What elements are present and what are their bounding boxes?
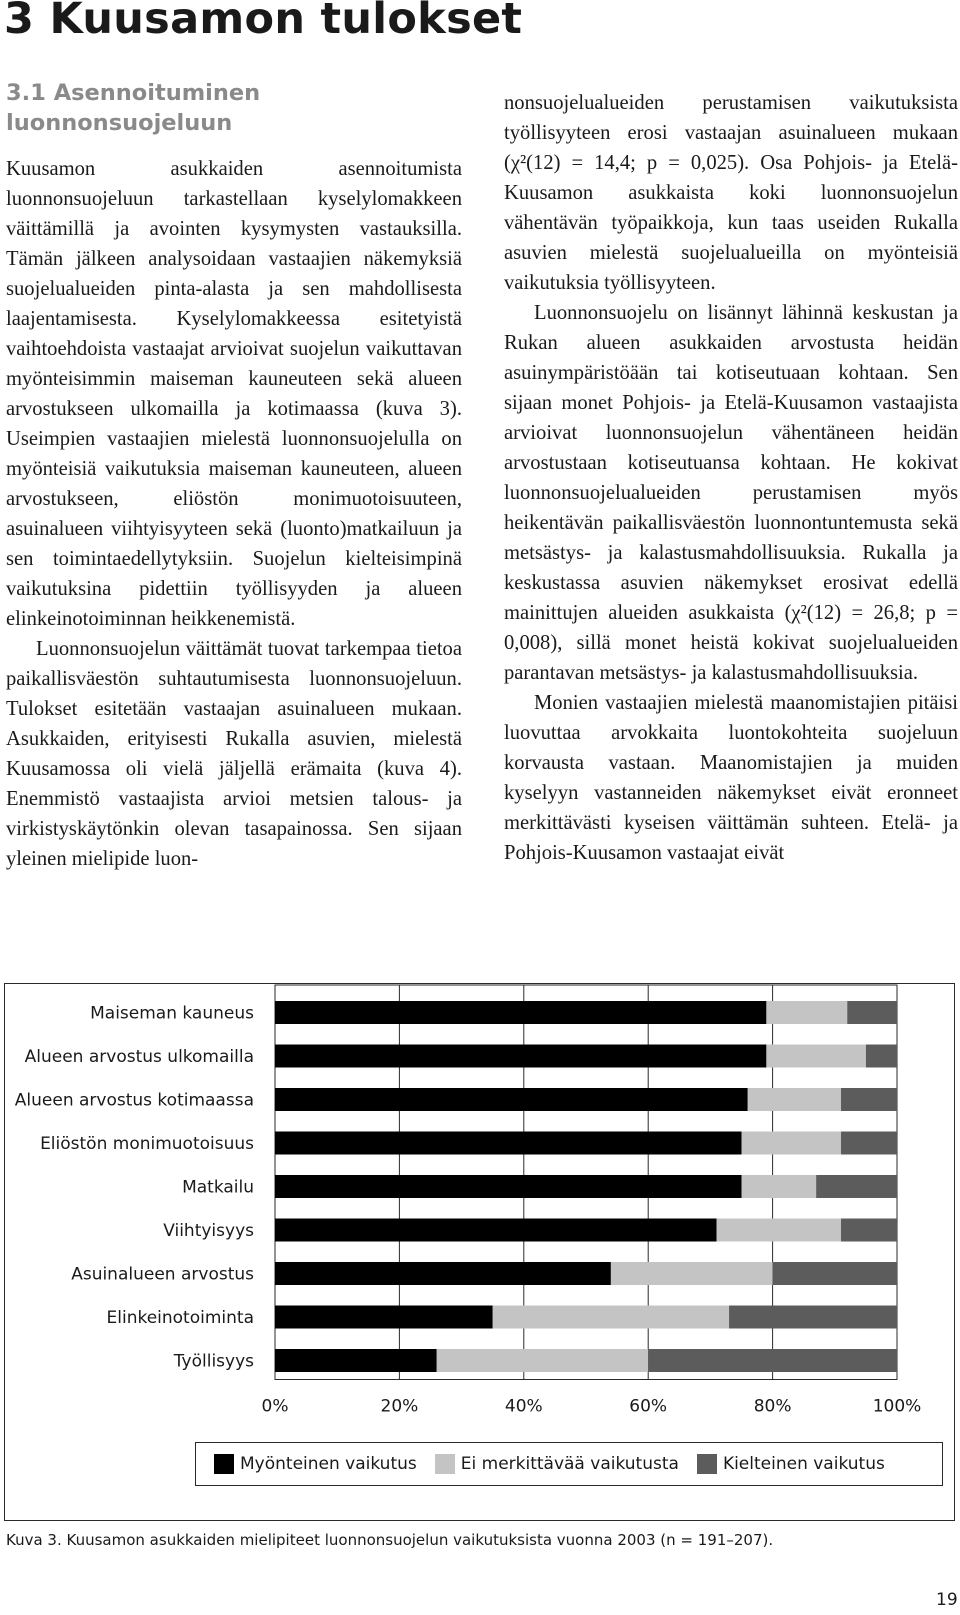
paragraph: Luonnonsuojelu on lisännyt lähinnä keskustan ja Rukan alueen asukkaiden arvostusta heidän asuinympäristöään tai kotiseutuaan kohtaan. Sen sijaan monet Pohjois- ja Etelä-Kuusamon vastaajista arvioivat luonnonsuojelun vähentäneen heidän arvostustaan kotiseutuansa kohtaan. He kokivat luonnonsuojelualueiden perustamisen myös heikentävän paikallisväestön luonnontuntemusta sekä metsästys- ja kalastusmahdollisuuksia. Rukalla ja keskustassa asuvien näkemykset erosivat edellä mainittujen alueiden asukkaista (χ²(12) = 26,8; p = 0,008), sillä monet heistä kokivat suojelualueiden parantavan metsästys- ja kalastusmahdollisuuksia. <box>504 302 958 684</box>
figure-caption: Kuva 3. Kuusamon asukkaiden mielipiteet luonnonsuojelun vaikutuksista vuonna 2003 (n = 191–207). <box>6 1531 774 1549</box>
legend-label-neutral: Ei merkittävää vaikutusta <box>460 1454 679 1474</box>
category-label: Asuinalueen arvostus <box>71 1264 254 1285</box>
category-label: Matkailu <box>182 1177 254 1198</box>
legend-item-negative <box>697 1454 885 1474</box>
chart-legend <box>195 1442 943 1486</box>
x-tick-label: 60% <box>629 1396 668 1417</box>
bar-segment-neutral <box>766 1045 866 1068</box>
bar-segment-positive <box>275 1175 742 1198</box>
legend-swatch-negative <box>697 1454 717 1474</box>
bar-segment-neutral <box>437 1349 648 1372</box>
paragraph: Kuusamon asukkaiden asennoitumista luonnonsuojeluun tarkastellaan kyselylomakkeen väittämillä ja avointen kysymysten vastauksilla. Tämän jälkeen analysoidaan vastaajien näkemyksiä suojelualueiden pinta-alasta ja sen mahdollisesta laajentamisesta. Kyselylomakkeessa esitetyistä vaihtoehdoista vastaajat arvioivat suojelun vaikuttavan myönteisimmin maiseman kauneuteen sekä alueen arvostukseen ulkomailla ja kotimaassa (kuva 3). Useimpien vastaajien mielestä luonnonsuojelulla on myönteisiä vaikutuksia maiseman kauneuteen, alueen arvostukseen, eliöstön monimuotoisuuteen, asuinalueen viihtyisyyteen sekä (luonto)matkailuun ja sen toimintaedellytyksiin. Suojelun kielteisimpinä vaikutuksina pidettiin työllisyyden ja alueen elinkeinotoiminnan heikkenemistä. <box>6 158 462 630</box>
category-label: Elinkeinotoiminta <box>106 1308 254 1328</box>
paragraph: Luonnonsuojelun väittämät tuovat tarkempaa tietoa paikallisväestön suhtautumisesta luonnonsuojeluun. Tulokset esitetään vastaajan asuinalueen mukaan. Asukkaiden, erityisesti Rukalla asuvien, mielestä Kuusamossa oli vielä jäljellä erämaita (kuva 4). Enemmistö vastaajista arvioi metsien talous- ja virkistyskäytönkin olevan tasapainossa. Sen sijaan yleinen mielipide luon- <box>6 638 462 870</box>
bar-segment-negative <box>648 1349 897 1372</box>
bar-segment-positive <box>275 1088 748 1111</box>
bar-segment-neutral <box>766 1001 847 1024</box>
bar-segment-neutral <box>742 1175 817 1198</box>
category-label: Eliöstön monimuotoisuus <box>40 1134 254 1154</box>
paragraph: Monien vastaajien mielestä maanomistajien pitäisi luovuttaa arvokkaita luontokohteita suojeluun korvausta vastaan. Maanomistajien ja muiden kyselyyn vastanneiden näkemykset eivät eronneet merkittävästi kyseisen väittämän suhteen. Etelä- ja Pohjois-Kuusamon vastaajat eivät <box>504 692 958 864</box>
legend-swatch-positive <box>214 1454 234 1474</box>
bar-segment-negative <box>841 1219 897 1242</box>
bar-segment-positive <box>275 1045 766 1068</box>
bar-segment-negative <box>816 1175 897 1198</box>
bar-segment-negative <box>773 1262 897 1285</box>
category-label: Alueen arvostus kotimaassa <box>14 1090 254 1111</box>
bar-segment-negative <box>847 1001 897 1024</box>
bar-segment-negative <box>841 1088 897 1111</box>
x-tick-label: 0% <box>261 1396 289 1417</box>
stacked-bar-chart <box>5 984 953 1434</box>
right-column <box>504 88 958 868</box>
bar-segment-positive <box>275 1001 766 1024</box>
bar-segment-positive <box>275 1306 493 1329</box>
x-tick-label: 80% <box>753 1396 792 1417</box>
bar-segment-neutral <box>611 1262 773 1285</box>
bar-segment-negative <box>841 1132 897 1155</box>
paragraph: nonsuojelualueiden perustamisen vaikutuksista työllisyyteen erosi vastaajan asuinalueen mukaan (χ²(12) = 14,4; p = 0,025). Osa Pohjois- ja Etelä-Kuusamon asukkaista koki luonnonsuojelun vähentävän työpaikkoja, kun taas useiden Rukalla asuvien mielestä suojelualueilla on myönteisiä vaikutuksia työllisyyteen. <box>504 92 958 294</box>
bar-segment-positive <box>275 1262 611 1285</box>
bar-segment-neutral <box>742 1132 842 1155</box>
left-column <box>6 68 462 874</box>
legend-item-positive <box>214 1454 417 1474</box>
bar-segment-neutral <box>717 1219 841 1242</box>
page-number: 19 <box>936 1590 958 1610</box>
x-tick-label: 100% <box>872 1396 922 1417</box>
x-tick-label: 20% <box>380 1396 419 1417</box>
category-label: Viihtyisyys <box>163 1221 254 1241</box>
bar-segment-positive <box>275 1132 742 1155</box>
chapter-title: 3 Kuusamon tulokset <box>4 0 523 44</box>
category-label: Alueen arvostus ulkomailla <box>24 1047 254 1067</box>
bar-segment-neutral <box>493 1306 729 1329</box>
section-title: 3.1 Asennoituminen luonnonsuojeluun <box>6 80 261 136</box>
legend-swatch-neutral <box>435 1454 455 1474</box>
bar-segment-negative <box>866 1045 897 1068</box>
bar-segment-positive <box>275 1349 437 1372</box>
figure-box <box>4 983 955 1521</box>
legend-label-negative: Kielteinen vaikutus <box>722 1454 885 1474</box>
bar-segment-neutral <box>748 1088 841 1111</box>
legend-item-neutral <box>435 1454 679 1474</box>
x-tick-label: 40% <box>504 1396 543 1417</box>
legend-label-positive: Myönteinen vaikutus <box>240 1454 417 1474</box>
category-label: Maiseman kauneus <box>90 1003 254 1024</box>
bar-segment-negative <box>729 1306 897 1329</box>
category-label: Työllisyys <box>173 1351 254 1372</box>
bar-segment-positive <box>275 1219 717 1242</box>
